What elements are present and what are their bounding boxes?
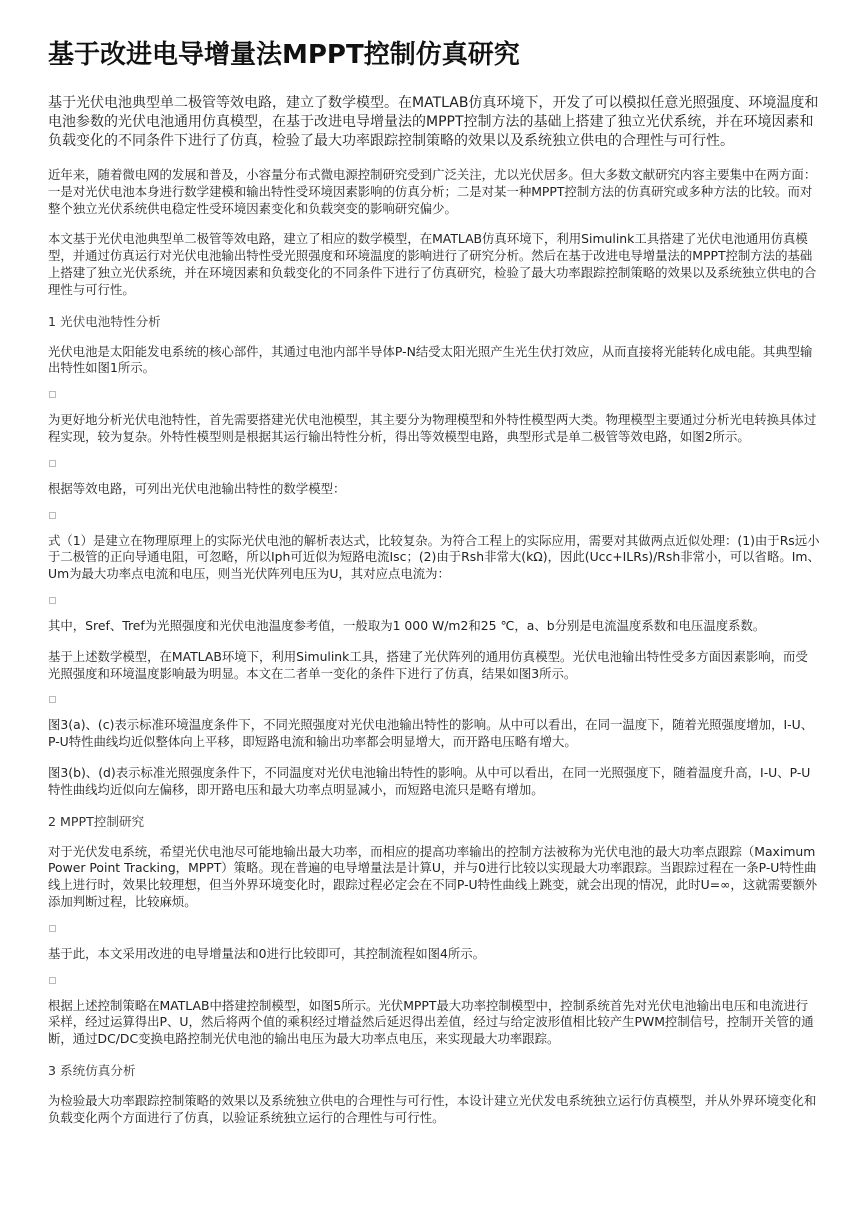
- paragraph-s3-1: 为检验最大功率跟踪控制策略的效果以及系统独立供电的合理性与可行性，本设计建立光伏发电系统独立运行仿真模型，并从外界环境变化和负载变化两个方面进行了仿真，以验证系统独立运行的合理性与可行性。: [48, 1092, 817, 1125]
- image-placeholder-icon: [49, 391, 56, 398]
- section-heading-2: 2 MPPT控制研究: [48, 813, 145, 829]
- image-placeholder-icon: [49, 696, 56, 703]
- section-heading-1: 1 光伏电池特性分析: [48, 313, 161, 329]
- page-title: 基于改进电导增量法MPPT控制仿真研究: [48, 40, 520, 70]
- paragraph-s2-2: 基于此，本文采用改进的电导增量法和0进行比较即可，其控制流程如图4所示。: [48, 945, 486, 961]
- paragraph-intro-2: 本文基于光伏电池典型单二极管等效电路，建立了相应的数学模型，在MATLAB仿真环境下，利用Simulink工具搭建了光伏电池通用仿真模型，并通过仿真运行对光伏电池输出特性受光照强度和环境温度的影响进行了研究分析。然后在基于改进电导增量法的MPPT控制方法的基础上搭建了独立光伏系统，并在环境因素和负载变化的不同条件下进行了仿真研究，检验了最大功率跟踪控制策略的效果以及系统独立供电的合理性与可行性。: [48, 231, 817, 297]
- image-placeholder-icon: [49, 597, 56, 604]
- paragraph-intro-1: 近年来，随着微电网的发展和普及，小容量分布式微电源控制研究受到广泛关注，尤以光伏居多。但大多数文献研究内容主要集中在两方面：一是对光伏电池本身进行数学建模和输出特性受环境因素影响的仿真分析；二是对某一种MPPT控制方法的仿真研究或多种方法的比较。而对整个独立光伏系统供电稳定性受环境因素变化和负载突变的影响研究偏少。: [48, 167, 817, 216]
- paragraph-s1-8: 图3(b)、(d)表示标准光照强度条件下，不同温度对光伏电池输出特性的影响。从中可以看出，在同一光照强度下，随着温度升高，I-U、P-U特性曲线均近似向左偏移，即开路电压和最大功率点明显减小，而短路电流只是略有增加。: [48, 764, 811, 797]
- abstract-paragraph: 基于光伏电池典型单二极管等效电路，建立了数学模型。在MATLAB仿真环境下，开发了可以模拟任意光照强度、环境温度和电池参数的光伏电池通用仿真模型，在基于改进电导增量法的MPPT控制方法的基础上搭建了独立光伏系统，并在环境因素和负载变化的不同条件下进行了仿真，检验了最大功率跟踪控制策略的效果以及系统独立供电的合理性与可行性。: [48, 95, 819, 149]
- paragraph-s2-1: 对于光伏发电系统，希望光伏电池尽可能地输出最大功率，而相应的提高功率输出的控制方法被称为光伏电池的最大功率点跟踪（Maximum Power Point Tracking，MPPT）策略。现在普遍的电导增量法是计算U，并与0进行比较以实现最大功率跟踪。当跟踪过程在一条P-U特性曲线上进行时，效果比较理想，但当外界环境变化时，跟踪过程必定会在不同P-U特性曲线上跳变，就会出现的情况，此时U=∞，这就需要额外添加判断过程，比较麻烦。: [48, 843, 818, 909]
- paragraph-s1-7: 图3(a)、(c)表示标准环境温度条件下，不同光照强度对光伏电池输出特性的影响。从中可以看出，在同一温度下，随着光照强度增加，I-U、P-U特性曲线均近似整体向上平移，即短路电流和输出功率都会明显增大，而开路电压略有增大。: [48, 717, 814, 750]
- paragraph-s2-3: 根据上述控制策略在MATLAB中搭建控制模型，如图5所示。光伏MPPT最大功率控制模型中，控制系统首先对光伏电池输出电压和电流进行采样，经过运算得出P、U，然后将两个值的乘积经过增益然后延迟得出差值，经过与给定波形值相比较产生PWM控制信号，控制开关管的通断，通过DC/DC变换电路控制光伏电池的输出电压为最大功率点电压，来实现最大功率跟踪。: [48, 997, 814, 1047]
- paragraph-s1-4: 式（1）是建立在物理原理上的实际光伏电池的解析表达式，比较复杂。为符合工程上的实际应用，需要对其做两点近似处理：(1)由于Rs远小于二极管的正向导通电阻，可忽略，所以Iph可近似为短路电流Isc；(2)由于Rsh非常大(kΩ)，因此(Ucc+ILRs)/Rsh非常小，可以省略。Im、Um为最大功率点电流和电压，则当光伏阵列电压为U，其对应点电流为：: [48, 532, 820, 582]
- paragraph-s1-6: 基于上述数学模型，在MATLAB环境下，利用Simulink工具，搭建了光伏阵列的通用仿真模型。光伏电池输出特性受多方面因素影响，而受光照强度和环境温度影响最为明显。本文在二者单一变化的条件下进行了仿真，结果如图3所示。: [48, 648, 808, 681]
- image-placeholder-icon: [49, 512, 56, 519]
- section-heading-3: 3 系统仿真分析: [48, 1062, 136, 1078]
- image-placeholder-icon: [49, 977, 56, 984]
- image-placeholder-icon: [49, 460, 56, 467]
- paragraph-s1-1: 光伏电池是太阳能发电系统的核心部件，其通过电池内部半导体P-N结受太阳光照产生光生伏打效应，从而直接将光能转化成电能。其典型输出特性如图1所示。: [48, 343, 813, 376]
- paragraph-s1-3: 根据等效电路，可列出光伏电池输出特性的数学模型：: [48, 480, 346, 496]
- image-placeholder-icon: [49, 925, 56, 932]
- paragraph-s1-5: 其中，Sref、Tref为光照强度和光伏电池温度参考值，一般取为1 000 W/m2和25 ℃，a、b分别是电流温度系数和电压温度系数。: [48, 617, 766, 633]
- paragraph-s1-2: 为更好地分析光伏电池特性，首先需要搭建光伏电池模型，其主要分为物理模型和外特性模型两大类。物理模型主要通过分析光电转换具体过程实现，较为复杂。外特性模型则是根据其运行输出特性分析，得出等效模型电路，典型形式是单二极管等效电路，如图2所示。: [48, 412, 817, 444]
